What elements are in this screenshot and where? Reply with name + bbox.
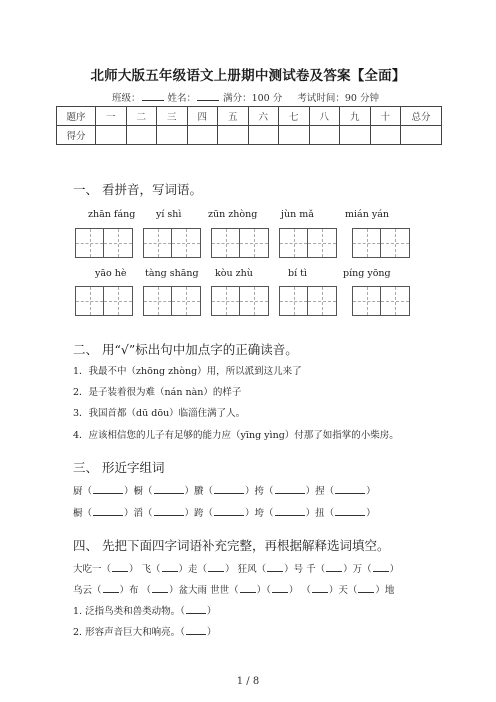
score-header-cell: 四 <box>187 107 218 126</box>
word-group-row <box>73 505 376 519</box>
pinyin-label: yí shì <box>156 209 182 220</box>
pinyin-label: jùn mǎ <box>281 209 314 220</box>
score-header-cell: 三 <box>157 107 188 126</box>
score-header-cell: 七 <box>279 107 310 126</box>
answer-blank[interactable] <box>152 583 168 593</box>
answer-blank[interactable] <box>214 484 244 494</box>
idiom-text: ）天（ <box>328 585 358 596</box>
pinyin-label: zūn zhòng <box>208 209 258 220</box>
score-cell[interactable] <box>309 126 340 145</box>
idiom-text: ）盆大雨 世世（ <box>169 585 239 596</box>
char-prompt: ）捏（ <box>305 486 335 497</box>
char-prompt: 橱（ <box>73 508 93 519</box>
word-group-row <box>73 483 376 497</box>
char-prompt: ）扭（ <box>305 508 335 519</box>
writing-grid[interactable] <box>211 286 269 316</box>
section3-heading: 三、 形近字组词 <box>73 460 165 475</box>
answer-blank[interactable] <box>272 583 288 593</box>
exam-time: 考试时间：90 分钟 <box>297 93 379 104</box>
score-header-cell: 六 <box>248 107 279 126</box>
answer-blank[interactable] <box>103 583 119 593</box>
score-header-row <box>57 107 442 126</box>
answer-blank[interactable] <box>358 583 374 593</box>
answer-blank[interactable] <box>335 506 365 516</box>
idiom-text: ）走（ <box>178 564 208 575</box>
score-cell[interactable] <box>218 126 249 145</box>
name-blank[interactable] <box>197 91 219 101</box>
definition-question <box>73 624 216 638</box>
score-header-cell: 题序 <box>57 107 96 126</box>
score-header-cell: 十 <box>370 107 401 126</box>
answer-blank[interactable] <box>93 484 123 494</box>
question-item: 4．应该相信您的儿子有足够的能力应（yīng yìng）付那了如指掌的小柴房。 <box>73 430 399 441</box>
paren-close: ） <box>206 606 217 617</box>
score-header-cell: 八 <box>309 107 340 126</box>
char-prompt: ）賸（ <box>184 486 214 497</box>
writing-grid[interactable] <box>75 286 133 316</box>
idiom-row <box>73 582 394 596</box>
idiom-text: ） 飞（ <box>129 564 161 575</box>
writing-grid[interactable] <box>143 286 201 316</box>
pinyin-label: mián yán <box>345 209 389 220</box>
pinyin-label: píng yōng <box>343 268 391 279</box>
section1-heading: 一、 看拼音，写词语。 <box>73 182 202 197</box>
name-label: 姓名： <box>167 93 197 104</box>
full-marks: 满分：100 分 <box>223 93 283 104</box>
char-prompt: ）滔（ <box>124 508 153 519</box>
score-cell[interactable] <box>157 126 188 145</box>
idiom-row <box>73 561 399 575</box>
idiom-text: ） <box>389 564 400 575</box>
score-cell[interactable] <box>340 126 371 145</box>
writing-grid[interactable] <box>211 228 269 258</box>
question-item: 1．我最不中（zhōng zhòng）用，所以派到这儿来了 <box>73 366 302 377</box>
writing-grid[interactable] <box>352 286 410 316</box>
pinyin-label: kòu zhù <box>215 268 253 279</box>
answer-blank[interactable] <box>326 562 342 572</box>
char-prompt: ）跨（ <box>184 508 214 519</box>
idiom-text: ）（ <box>256 585 271 596</box>
pinyin-label: yāo hè <box>95 268 127 279</box>
answer-blank[interactable] <box>240 583 256 593</box>
idiom-text: ）万（ <box>343 564 372 575</box>
char-prompt: ）挎（ <box>245 486 274 497</box>
score-cell[interactable] <box>401 126 442 145</box>
answer-blank[interactable] <box>275 506 305 516</box>
idiom-text: ） 狂风（ <box>225 564 267 575</box>
page-number: 1 / 8 <box>236 676 260 687</box>
score-header-cell: 九 <box>340 107 371 126</box>
score-cell[interactable] <box>187 126 218 145</box>
writing-grid[interactable] <box>279 228 337 258</box>
idiom-text: ）地 <box>375 585 395 596</box>
question-item: 3．我国首都（dū dōu）临淄住满了人。 <box>73 408 246 419</box>
score-cell[interactable] <box>126 126 157 145</box>
char-prompt: ） <box>366 508 376 519</box>
idiom-text: ） （ <box>288 585 311 596</box>
definition-question <box>73 603 216 617</box>
score-row-label: 得分 <box>57 126 96 145</box>
answer-blank[interactable] <box>112 562 128 572</box>
score-header-cell: 一 <box>96 107 127 126</box>
section2-heading: 二、 用“√”标出句中加点字的正确读音。 <box>73 342 298 357</box>
char-prompt: ）垮（ <box>245 508 274 519</box>
answer-blank[interactable] <box>214 506 244 516</box>
char-prompt: 厨（ <box>73 486 93 497</box>
score-cell[interactable] <box>96 126 127 145</box>
document-title: 北师大版五年级语文上册期中测试卷及答案【全面】 <box>90 68 406 84</box>
definition-text: 2. 形容声音巨大和响亮。（ <box>73 627 185 638</box>
pinyin-label: bí tì <box>288 268 307 279</box>
char-prompt: ）橱（ <box>124 486 153 497</box>
paren-close: ） <box>206 627 217 638</box>
score-table <box>56 106 442 145</box>
answer-blank[interactable] <box>93 506 123 516</box>
score-cell[interactable] <box>279 126 310 145</box>
class-blank[interactable] <box>142 91 164 101</box>
idiom-text: 大吃一（ <box>73 564 112 575</box>
writing-grid[interactable] <box>75 228 133 258</box>
answer-blank[interactable] <box>335 484 365 494</box>
idiom-text: 乌云（ <box>73 585 102 596</box>
char-prompt: ） <box>366 486 376 497</box>
answer-blank[interactable] <box>312 583 328 593</box>
answer-blank[interactable] <box>267 562 283 572</box>
idiom-text: ）布 （ <box>119 585 152 596</box>
score-cell[interactable] <box>370 126 401 145</box>
answer-blank[interactable] <box>154 484 184 494</box>
writing-grid[interactable] <box>279 286 337 316</box>
class-label: 班级： <box>112 93 141 104</box>
score-header-cell: 五 <box>218 107 249 126</box>
answer-blank[interactable] <box>275 484 305 494</box>
answer-blank[interactable] <box>186 625 206 635</box>
score-row <box>57 126 442 145</box>
answer-blank[interactable] <box>154 506 184 516</box>
score-cell[interactable] <box>248 126 279 145</box>
answer-blank[interactable] <box>162 562 178 572</box>
writing-grid[interactable] <box>143 228 201 258</box>
score-header-cell: 二 <box>126 107 157 126</box>
answer-blank[interactable] <box>373 562 389 572</box>
writing-grid[interactable] <box>352 228 410 258</box>
idiom-text: ）号 千（ <box>284 564 326 575</box>
section4-heading: 四、 先把下面四字词语补充完整，再根据解释选词填空。 <box>73 538 390 553</box>
exam-info <box>112 90 379 104</box>
definition-text: 1. 泛指鸟类和兽类动物。（ <box>73 606 185 617</box>
answer-blank[interactable] <box>186 604 206 614</box>
pinyin-label: tàng shāng <box>145 268 199 279</box>
score-header-cell: 总分 <box>401 107 442 126</box>
question-item: 2．是子装着很为难（nán nàn）的样子 <box>73 387 242 398</box>
answer-blank[interactable] <box>208 562 224 572</box>
pinyin-label: zhān fáng <box>88 209 136 220</box>
